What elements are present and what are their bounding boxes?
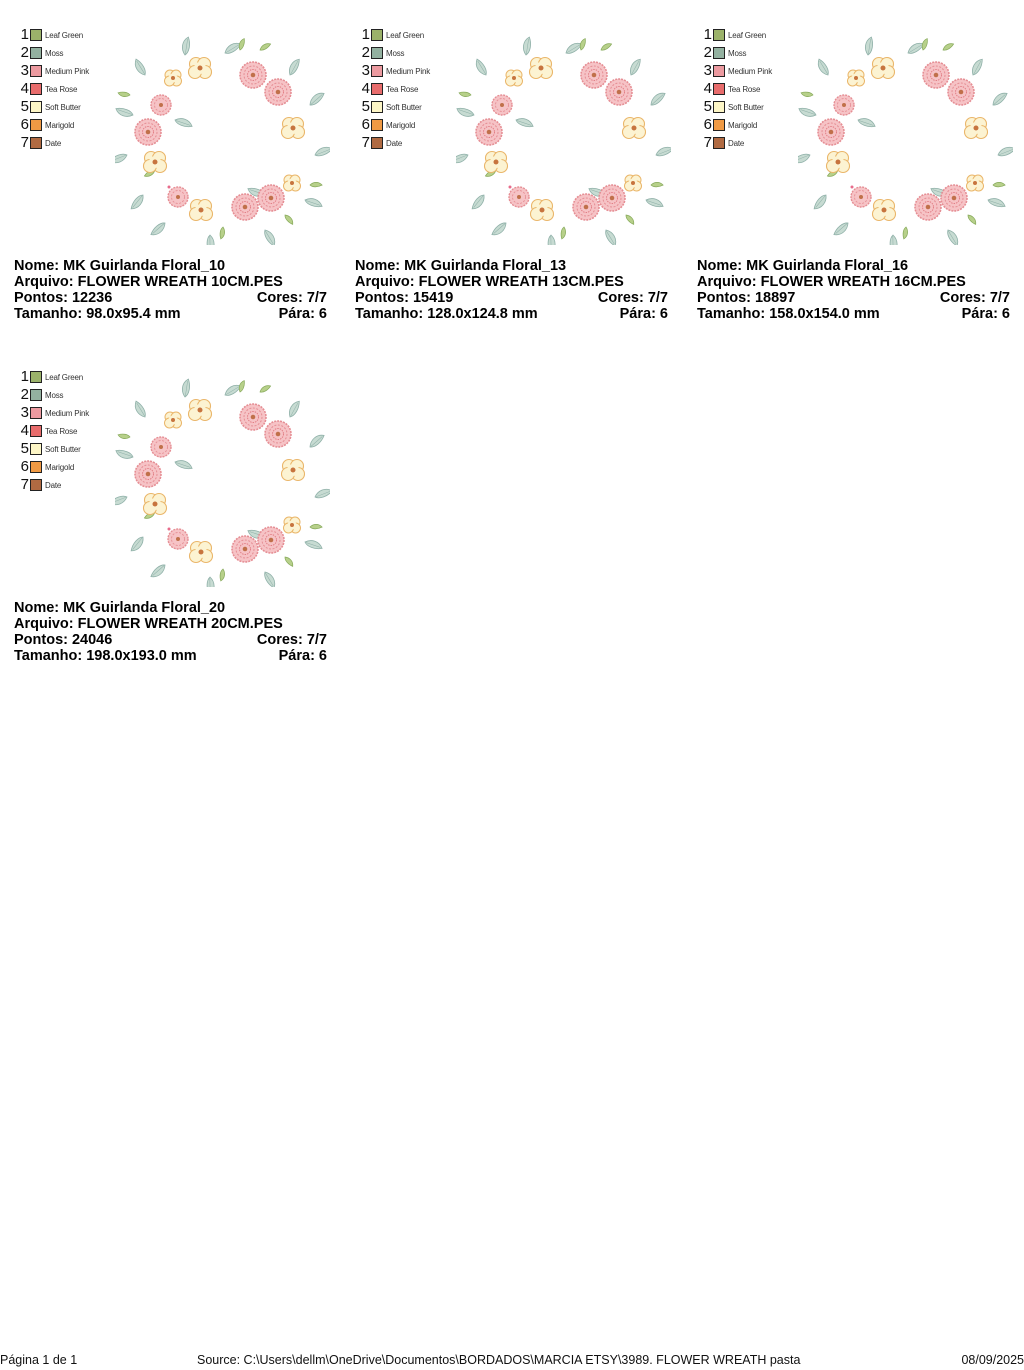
legend-number: 2 bbox=[20, 386, 29, 403]
legend-number: 5 bbox=[20, 440, 29, 457]
legend-label: Tea Rose bbox=[45, 84, 78, 94]
legend-item bbox=[701, 98, 772, 116]
design-info bbox=[697, 258, 1010, 322]
legend-label: Marigold bbox=[45, 462, 75, 472]
design-card-10 bbox=[0, 0, 341, 342]
color-swatch-tea-rose bbox=[713, 83, 725, 95]
legend-number: 4 bbox=[20, 422, 29, 439]
print-date: 08/09/2025 bbox=[961, 1353, 1024, 1367]
stitch-count: Pontos: 12236 bbox=[14, 290, 113, 306]
legend-label: Date bbox=[386, 138, 403, 148]
design-file: Arquivo: FLOWER WREATH 10CM.PES bbox=[14, 274, 283, 290]
legend-item bbox=[359, 62, 430, 80]
color-swatch-marigold bbox=[30, 119, 42, 131]
legend-number: 6 bbox=[361, 116, 370, 133]
color-swatch-soft-butter bbox=[30, 101, 42, 113]
color-legend bbox=[18, 26, 89, 152]
stop-count: Pára: 6 bbox=[619, 306, 668, 322]
legend-number: 2 bbox=[361, 44, 370, 61]
design-name: Nome: MK Guirlanda Floral_16 bbox=[697, 258, 909, 274]
legend-label: Moss bbox=[728, 48, 747, 58]
legend-item bbox=[701, 44, 772, 62]
color-swatch-medium-pink bbox=[30, 407, 42, 419]
legend-item bbox=[359, 26, 430, 44]
page-number: Página 1 de 1 bbox=[0, 1353, 78, 1367]
legend-item bbox=[18, 404, 89, 422]
legend-item bbox=[359, 134, 430, 152]
color-swatch-leaf-green bbox=[30, 371, 42, 383]
wreath-embroidery-preview bbox=[115, 35, 330, 245]
legend-item bbox=[18, 368, 89, 386]
color-swatch-leaf-green bbox=[713, 29, 725, 41]
legend-label: Leaf Green bbox=[45, 372, 84, 382]
legend-number: 1 bbox=[703, 26, 712, 43]
legend-label: Medium Pink bbox=[45, 66, 90, 76]
legend-label: Leaf Green bbox=[386, 30, 425, 40]
legend-label: Moss bbox=[45, 48, 64, 58]
design-size: Tamanho: 98.0x95.4 mm bbox=[14, 306, 181, 322]
legend-label: Soft Butter bbox=[45, 444, 81, 454]
legend-item bbox=[18, 44, 89, 62]
design-card-13 bbox=[341, 0, 682, 342]
stop-count: Pára: 6 bbox=[278, 648, 327, 664]
legend-label: Tea Rose bbox=[386, 84, 419, 94]
legend-label: Leaf Green bbox=[728, 30, 767, 40]
legend-number: 3 bbox=[361, 62, 370, 79]
legend-label: Leaf Green bbox=[45, 30, 84, 40]
legend-number: 4 bbox=[703, 80, 712, 97]
legend-item bbox=[701, 116, 772, 134]
legend-number: 4 bbox=[20, 80, 29, 97]
color-swatch-leaf-green bbox=[371, 29, 383, 41]
legend-item bbox=[18, 386, 89, 404]
legend-label: Date bbox=[45, 138, 62, 148]
legend-label: Medium Pink bbox=[45, 408, 90, 418]
legend-label: Medium Pink bbox=[728, 66, 773, 76]
wreath-embroidery-preview bbox=[798, 35, 1013, 245]
legend-item bbox=[701, 80, 772, 98]
legend-item bbox=[359, 98, 430, 116]
legend-item bbox=[18, 26, 89, 44]
legend-number: 7 bbox=[361, 134, 370, 151]
design-size: Tamanho: 198.0x193.0 mm bbox=[14, 648, 197, 664]
legend-item bbox=[18, 458, 89, 476]
legend-number: 1 bbox=[20, 368, 29, 385]
legend-item bbox=[18, 116, 89, 134]
color-swatch-marigold bbox=[30, 461, 42, 473]
legend-number: 2 bbox=[20, 44, 29, 61]
design-name: Nome: MK Guirlanda Floral_13 bbox=[355, 258, 567, 274]
design-info bbox=[355, 258, 668, 322]
legend-item bbox=[18, 80, 89, 98]
legend-number: 7 bbox=[703, 134, 712, 151]
design-size: Tamanho: 158.0x154.0 mm bbox=[697, 306, 880, 322]
legend-number: 6 bbox=[20, 116, 29, 133]
color-swatch-soft-butter bbox=[713, 101, 725, 113]
color-swatch-leaf-green bbox=[30, 29, 42, 41]
legend-item bbox=[18, 440, 89, 458]
legend-label: Marigold bbox=[728, 120, 758, 130]
color-swatch-medium-pink bbox=[30, 65, 42, 77]
legend-number: 4 bbox=[361, 80, 370, 97]
legend-number: 7 bbox=[20, 476, 29, 493]
legend-label: Marigold bbox=[386, 120, 416, 130]
color-swatch-marigold bbox=[371, 119, 383, 131]
color-swatch-moss bbox=[713, 47, 725, 59]
color-count: Cores: 7/7 bbox=[256, 632, 327, 648]
legend-item bbox=[701, 134, 772, 152]
color-count: Cores: 7/7 bbox=[939, 290, 1010, 306]
color-swatch-date bbox=[371, 137, 383, 149]
legend-number: 1 bbox=[20, 26, 29, 43]
color-swatch-date bbox=[713, 137, 725, 149]
legend-number: 7 bbox=[20, 134, 29, 151]
color-swatch-moss bbox=[30, 47, 42, 59]
legend-number: 3 bbox=[703, 62, 712, 79]
legend-item bbox=[701, 26, 772, 44]
legend-number: 6 bbox=[703, 116, 712, 133]
wreath-embroidery-preview bbox=[456, 35, 671, 245]
legend-item bbox=[18, 98, 89, 116]
color-swatch-marigold bbox=[713, 119, 725, 131]
source-path: Source: C:\Users\dellm\OneDrive\Documentos\BORDADOS\MARCIA ETSY\3989. FLOWER WREATH pasta bbox=[197, 1353, 801, 1367]
color-swatch-medium-pink bbox=[713, 65, 725, 77]
legend-label: Tea Rose bbox=[728, 84, 761, 94]
stop-count: Pára: 6 bbox=[961, 306, 1010, 322]
legend-label: Moss bbox=[45, 390, 64, 400]
legend-item bbox=[359, 116, 430, 134]
legend-item bbox=[359, 44, 430, 62]
legend-item bbox=[18, 476, 89, 494]
design-file: Arquivo: FLOWER WREATH 20CM.PES bbox=[14, 616, 283, 632]
legend-number: 5 bbox=[361, 98, 370, 115]
color-swatch-medium-pink bbox=[371, 65, 383, 77]
color-swatch-date bbox=[30, 137, 42, 149]
stitch-count: Pontos: 18897 bbox=[697, 290, 796, 306]
stitch-count: Pontos: 15419 bbox=[355, 290, 454, 306]
legend-number: 5 bbox=[703, 98, 712, 115]
design-file: Arquivo: FLOWER WREATH 16CM.PES bbox=[697, 274, 966, 290]
legend-label: Soft Butter bbox=[728, 102, 764, 112]
legend-label: Date bbox=[45, 480, 62, 490]
color-swatch-moss bbox=[371, 47, 383, 59]
legend-number: 6 bbox=[20, 458, 29, 475]
legend-item bbox=[359, 80, 430, 98]
legend-number: 1 bbox=[361, 26, 370, 43]
legend-item bbox=[18, 62, 89, 80]
wreath-embroidery-preview bbox=[115, 377, 330, 587]
color-legend bbox=[359, 26, 430, 152]
stop-count: Pára: 6 bbox=[278, 306, 327, 322]
color-count: Cores: 7/7 bbox=[256, 290, 327, 306]
legend-number: 3 bbox=[20, 404, 29, 421]
legend-item bbox=[18, 422, 89, 440]
color-swatch-date bbox=[30, 479, 42, 491]
design-card-20 bbox=[0, 342, 341, 684]
design-name: Nome: MK Guirlanda Floral_10 bbox=[14, 258, 226, 274]
legend-label: Marigold bbox=[45, 120, 75, 130]
design-card-16 bbox=[683, 0, 1024, 342]
color-legend bbox=[18, 368, 89, 494]
design-file: Arquivo: FLOWER WREATH 13CM.PES bbox=[355, 274, 624, 290]
legend-label: Tea Rose bbox=[45, 426, 78, 436]
design-info bbox=[14, 258, 327, 322]
legend-label: Medium Pink bbox=[386, 66, 431, 76]
legend-number: 5 bbox=[20, 98, 29, 115]
legend-number: 2 bbox=[703, 44, 712, 61]
design-info bbox=[14, 600, 327, 664]
legend-item bbox=[701, 62, 772, 80]
color-swatch-tea-rose bbox=[30, 425, 42, 437]
legend-number: 3 bbox=[20, 62, 29, 79]
legend-item bbox=[18, 134, 89, 152]
legend-label: Soft Butter bbox=[45, 102, 81, 112]
design-name: Nome: MK Guirlanda Floral_20 bbox=[14, 600, 226, 616]
color-swatch-tea-rose bbox=[30, 83, 42, 95]
color-count: Cores: 7/7 bbox=[597, 290, 668, 306]
color-swatch-soft-butter bbox=[30, 443, 42, 455]
legend-label: Moss bbox=[386, 48, 405, 58]
color-legend bbox=[701, 26, 772, 152]
color-swatch-soft-butter bbox=[371, 101, 383, 113]
legend-label: Date bbox=[728, 138, 745, 148]
legend-label: Soft Butter bbox=[386, 102, 422, 112]
color-swatch-tea-rose bbox=[371, 83, 383, 95]
design-size: Tamanho: 128.0x124.8 mm bbox=[355, 306, 538, 322]
color-swatch-moss bbox=[30, 389, 42, 401]
stitch-count: Pontos: 24046 bbox=[14, 632, 113, 648]
